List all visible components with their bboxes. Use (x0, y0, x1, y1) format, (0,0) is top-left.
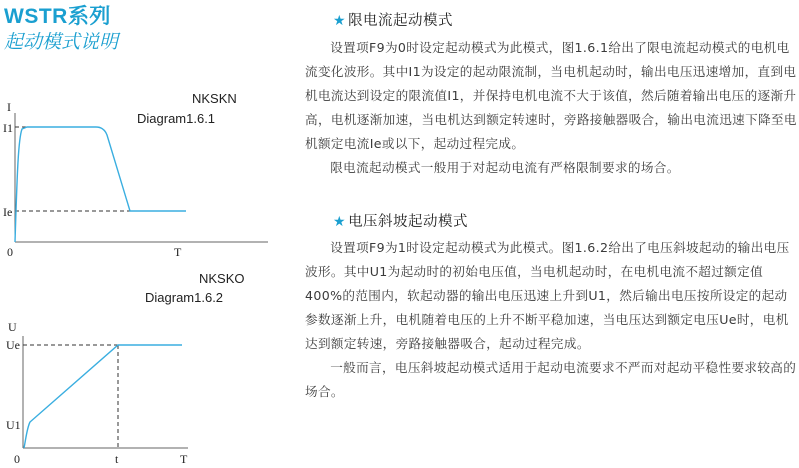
page-subtitle: 起动模式说明 (4, 31, 119, 53)
star-icon: ★ (333, 13, 347, 29)
diagram2-origin-label: 0 (14, 452, 20, 466)
diagram2-ue-label: Ue (6, 338, 20, 352)
diagram1-i1-label: I1 (3, 121, 13, 135)
diagram1-code: NKSKN (192, 91, 237, 106)
diagram1-current-curve (15, 127, 186, 242)
section1-paragraph: 限电流起动模式一般用于对起动电流有严格限制要求的场合。 (330, 160, 680, 175)
section2-heading (333, 210, 468, 231)
section1-paragraph: 设置项F9为0时设定起动模式为此模式，图1.6.1给出了限电流起动模式的电机电流变化波形。其中I1为设定的起动限流制，当电机起动时，输出电压迅速增加，直到电机电流达到设定的限流值I1，并保持电机电流不大于该值，然后随着输出电压的逐渐升高，电机逐渐加速，当电机达到额定转速时，旁路接触器吸合，输出电流迅速下降至电机额定电流Ie或以下，起动过程完成。 (305, 40, 797, 151)
diagram2-u1-label: U1 (6, 418, 21, 432)
section2-body (305, 236, 799, 404)
section2-title: 电压斜坡起动模式 (348, 214, 469, 230)
diagram2-caption: Diagram1.6.2 (145, 290, 224, 305)
series-title: WSTR系列 (4, 5, 111, 28)
diagram2-code: NKSKO (199, 271, 245, 286)
diagram2-time-label: t (115, 452, 119, 466)
diagram1-caption: Diagram1.6.1 (137, 111, 216, 126)
section1-body (305, 36, 799, 180)
diagram1-x-axis-label: T (174, 245, 182, 259)
diagram2-voltage-curve (24, 345, 182, 448)
section1-heading (333, 9, 453, 30)
diagram1-ie-label: Ie (3, 205, 13, 219)
diagram2-y-axis-label: U (8, 320, 17, 334)
diagram1-origin-label: 0 (7, 245, 13, 259)
diagram2-x-axis-label: T (180, 452, 188, 466)
section2-paragraph: 设置项F9为1时设定起动模式为此模式。图1.6.2给出了电压斜坡起动的输出电压波形。其中U1为起动时的初始电压值，当电机起动时，在电机电流不超过额定值400%的范围内，软起动器的输出电压迅速上升到U1，然后输出电压按所设定的起动参数逐渐上升，电机随着电压的上升不断平稳加速，当电压达到额定电压Ue时，电机达到额定转速，旁路接触器吸合，起动过程完成。 (305, 240, 790, 351)
diagram1-plot (0, 0, 300, 468)
section1-title: 限电流起动模式 (348, 13, 454, 29)
star-icon: ★ (333, 214, 347, 230)
diagram1-y-axis-label: I (7, 100, 11, 114)
section2-paragraph: 一般而言，电压斜坡起动模式适用于起动电流要求不严而对起动平稳性要求较高的场合。 (305, 360, 797, 399)
